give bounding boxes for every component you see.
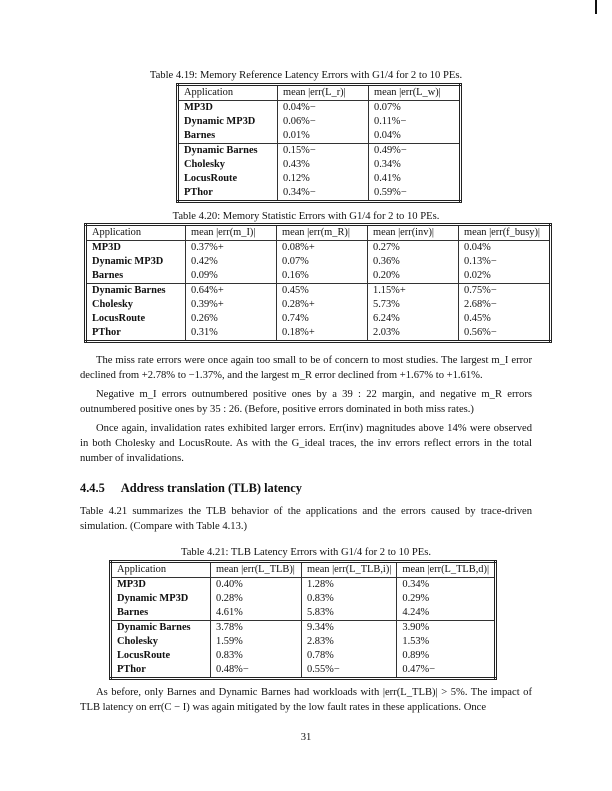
- table-cell: 2.68%−: [459, 298, 551, 312]
- table-cell: 0.13%−: [459, 255, 551, 269]
- table-caption: Table 4.21: TLB Latency Errors with G1/4 for 2 to 10 PEs.: [180, 547, 432, 558]
- application-name: Barnes: [92, 270, 124, 281]
- table-header-row: [86, 225, 551, 241]
- application-name: Dynamic MP3D: [117, 593, 189, 604]
- table-cell: 0.49%−: [369, 144, 461, 159]
- application-name: LocusRoute: [92, 313, 146, 324]
- table-cell: 4.24%: [397, 606, 496, 621]
- table-row: [86, 241, 551, 256]
- column-header: mean |err(L_TLB,i)|: [302, 562, 397, 578]
- table-cell: 0.04%: [459, 241, 551, 256]
- margin-mark: [595, 0, 597, 14]
- table-header-row: [178, 85, 461, 101]
- table-cell: 0.78%: [302, 649, 397, 663]
- application-name: Dynamic MP3D: [92, 256, 164, 267]
- table-cell: 0.83%: [211, 649, 302, 663]
- column-header: Application: [111, 562, 211, 578]
- paragraph: Table 4.21 summarizes the TLB behavior of the applications and the errors caused by trace-driven simulation. (Compare with Table 4.13.): [80, 506, 532, 532]
- table-row: [86, 255, 551, 269]
- table-cell: 0.36%: [368, 255, 459, 269]
- table-cell: 2.03%: [368, 326, 459, 342]
- application-name: MP3D: [184, 102, 213, 113]
- table-cell: 0.12%: [278, 172, 369, 186]
- column-header: mean |err(f_busy)|: [459, 225, 551, 241]
- section-number: 4.4.5: [80, 481, 105, 495]
- table-row: [86, 326, 551, 342]
- table-cell: 0.01%: [278, 129, 369, 144]
- table-row: [178, 115, 461, 129]
- table-cell: 0.34%: [369, 158, 461, 172]
- table-cell: 0.04%−: [278, 101, 369, 116]
- application-name: LocusRoute: [117, 650, 171, 661]
- table-cell: 0.55%−: [302, 663, 397, 679]
- table-cell: 0.07%: [369, 101, 461, 116]
- table-cell: 0.34%−: [278, 186, 369, 202]
- table-row: [86, 298, 551, 312]
- table-cell: 0.40%: [211, 578, 302, 593]
- application-name: PThor: [117, 664, 146, 675]
- table-cell: 0.11%−: [369, 115, 461, 129]
- table-cell: 0.09%: [186, 269, 277, 284]
- application-name: LocusRoute: [184, 173, 238, 184]
- application-name: Cholesky: [184, 159, 225, 170]
- table-cell: 6.24%: [368, 312, 459, 326]
- body-text: [80, 685, 532, 719]
- table-4-21: [109, 560, 497, 680]
- table-cell: 0.29%: [397, 592, 496, 606]
- table-cell: 5.83%: [302, 606, 397, 621]
- table-cell: 0.28%: [211, 592, 302, 606]
- table-cell: 9.34%: [302, 621, 397, 636]
- table-cell: 0.42%: [186, 255, 277, 269]
- table-row: [178, 158, 461, 172]
- table-cell: 0.43%: [278, 158, 369, 172]
- paragraph: Once again, invalidation rates exhibited larger errors. Err(inv) magnitudes above 14% were observed in both Cholesky and LocusRoute. As with the G_ideal traces, the inv errors reflect errors in the total number of invalidations.: [80, 423, 532, 464]
- application-name: MP3D: [92, 242, 121, 253]
- table-row: [178, 101, 461, 116]
- table-cell: 0.45%: [277, 284, 368, 299]
- table-header-row: [111, 562, 496, 578]
- column-header: mean |err(L_TLB,d)|: [397, 562, 496, 578]
- table-cell: 1.53%: [397, 635, 496, 649]
- table-cell: 1.28%: [302, 578, 397, 593]
- table-row: [111, 578, 496, 593]
- column-header: mean |err(L_w)|: [369, 85, 461, 101]
- table-cell: 0.74%: [277, 312, 368, 326]
- table-cell: 0.31%: [186, 326, 277, 342]
- column-header: mean |err(L_r)|: [278, 85, 369, 101]
- table-row: [111, 592, 496, 606]
- table-cell: 0.41%: [369, 172, 461, 186]
- paragraph: As before, only Barnes and Dynamic Barnes had workloads with |err(L_TLB)| > 5%. The impact of TLB latency on err(C − I) was again mitigated by the low fault rates in these applications. Once: [80, 687, 532, 713]
- application-name: Cholesky: [117, 636, 158, 647]
- application-name: PThor: [184, 187, 213, 198]
- table-cell: 0.15%−: [278, 144, 369, 159]
- table-cell: 0.20%: [368, 269, 459, 284]
- table-cell: 0.59%−: [369, 186, 461, 202]
- table-cell: 1.15%+: [368, 284, 459, 299]
- column-header: Application: [86, 225, 186, 241]
- column-header: mean |err(inv)|: [368, 225, 459, 241]
- table-cell: 0.16%: [277, 269, 368, 284]
- table-cell: 0.34%: [397, 578, 496, 593]
- table-cell: 0.89%: [397, 649, 496, 663]
- table-row: [178, 186, 461, 202]
- table-cell: 0.07%: [277, 255, 368, 269]
- application-name: Dynamic MP3D: [184, 116, 256, 127]
- column-header: mean |err(m_I)|: [186, 225, 277, 241]
- table-caption: Table 4.20: Memory Statistic Errors with G1/4 for 2 to 10 PEs.: [172, 211, 440, 222]
- table-cell: 0.27%: [368, 241, 459, 256]
- table-cell: 0.18%+: [277, 326, 368, 342]
- table-cell: 0.06%−: [278, 115, 369, 129]
- application-name: Dynamic Barnes: [86, 284, 186, 299]
- table-caption: Table 4.19: Memory Reference Latency Errors with G1/4 for 2 to 10 PEs.: [149, 70, 463, 81]
- section-heading: [80, 481, 318, 496]
- table-cell: 0.47%−: [397, 663, 496, 679]
- table-cell: 4.61%: [211, 606, 302, 621]
- table-cell: 0.48%−: [211, 663, 302, 679]
- table-cell: 0.83%: [302, 592, 397, 606]
- table-cell: 0.75%−: [459, 284, 551, 299]
- table-cell: 0.26%: [186, 312, 277, 326]
- table-row: [111, 649, 496, 663]
- table-row: [111, 663, 496, 679]
- table-row: [86, 269, 551, 284]
- table-row: [178, 172, 461, 186]
- paragraph: Negative m_I errors outnumbered positive ones by a 39 : 22 margin, and negative m_R errors outnumbered positive ones by 35 : 26. (Before, positive errors dominated in both miss rates.): [80, 389, 532, 415]
- body-text: [80, 353, 532, 470]
- column-header: mean |err(L_TLB)|: [211, 562, 302, 578]
- table-4-19: [176, 83, 462, 203]
- body-text: [80, 504, 532, 538]
- table-cell: 1.59%: [211, 635, 302, 649]
- table-cell: 0.28%+: [277, 298, 368, 312]
- table-cell: 0.64%+: [186, 284, 277, 299]
- application-name: Barnes: [184, 130, 216, 141]
- application-name: Cholesky: [92, 299, 133, 310]
- table-row: [86, 284, 551, 299]
- table-cell: 0.39%+: [186, 298, 277, 312]
- application-name: Dynamic Barnes: [111, 621, 211, 636]
- table-row: [111, 606, 496, 621]
- application-name: PThor: [92, 327, 121, 338]
- section-title: Address translation (TLB) latency: [120, 481, 302, 495]
- table-cell: 3.90%: [397, 621, 496, 636]
- table-cell: 0.37%+: [186, 241, 277, 256]
- table-cell: 2.83%: [302, 635, 397, 649]
- paragraph: The miss rate errors were once again too small to be of concern to most studies. The largest m_I error declined from +2.78% to −1.37%, and the largest m_R error declined from +1.67% to +1.61%.: [80, 355, 532, 381]
- page-number: 31: [300, 732, 312, 743]
- table-4-20: [84, 223, 552, 343]
- application-name: Dynamic Barnes: [178, 144, 278, 159]
- application-name: Barnes: [117, 607, 149, 618]
- table-cell: 0.04%: [369, 129, 461, 144]
- table-cell: 5.73%: [368, 298, 459, 312]
- column-header: Application: [178, 85, 278, 101]
- application-name: MP3D: [117, 579, 146, 590]
- table-row: [86, 312, 551, 326]
- table-cell: 0.56%−: [459, 326, 551, 342]
- table-row: [111, 621, 496, 636]
- table-cell: 0.02%: [459, 269, 551, 284]
- column-header: mean |err(m_R)|: [277, 225, 368, 241]
- table-cell: 0.45%: [459, 312, 551, 326]
- table-row: [178, 129, 461, 144]
- table-cell: 0.08%+: [277, 241, 368, 256]
- table-row: [178, 144, 461, 159]
- table-cell: 3.78%: [211, 621, 302, 636]
- table-row: [111, 635, 496, 649]
